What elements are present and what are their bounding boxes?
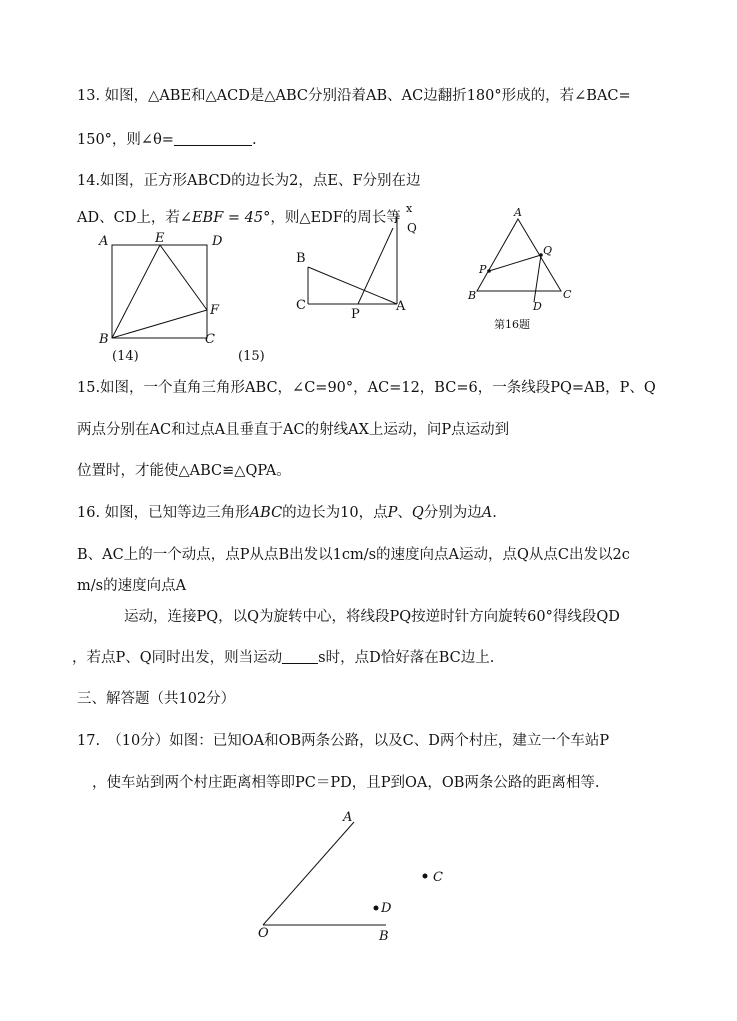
fig14-label-b: B [99, 332, 109, 347]
q13-line2-end: . [251, 132, 257, 148]
q14-angle-expr: ∠EBF = 45° [179, 210, 271, 226]
road-oa [263, 822, 354, 925]
fig16-label-a: A [514, 206, 522, 219]
fig15-caption: (15) [238, 349, 265, 364]
q15-line3: 位置时，才能使△ABC≌△QPA。 [77, 463, 291, 479]
q14-line1: 14.如图，正方形ABCD的边长为2，点E、F分别在边 [77, 173, 421, 189]
fig16-label-p: P [479, 263, 487, 276]
fig16-label-d: D [533, 300, 542, 313]
fig15-label-c: C [296, 298, 306, 313]
q13-line2-text: 150°，则∠θ= [77, 132, 174, 148]
fig15-label-x: x [406, 202, 413, 215]
fig15-label-a: A [396, 299, 406, 314]
q16-line1-e: 、 [397, 505, 412, 521]
fig17-label-o: O [258, 926, 269, 941]
fig14-label-d: D [212, 234, 223, 249]
fig14-caption: (14) [112, 349, 139, 364]
fig16-label-b: B [468, 289, 477, 302]
village-c-dot [423, 874, 428, 879]
fig17-label-d: D [381, 901, 392, 916]
q15-line1: 15.如图，一个直角三角形ABC，∠C=90°，AC=12，BC=6，一条线段PQ=AB，P、Q [77, 380, 656, 396]
q16-line1-f: Q [411, 505, 424, 521]
fig17-label-b: B [379, 929, 389, 944]
q16-line4: 运动，连接PQ，以Q为旋转中心，将线段PQ按逆时针方向旋转60°得线段QD [124, 609, 620, 625]
q16-line3: m/s的速度向点A [77, 578, 187, 594]
fig16-label-c: C [563, 288, 572, 301]
q16-line5-b: s时，点D恰好落在BC边上. [318, 650, 495, 666]
q16-line2: B、AC上的一个动点，点P从点B出发以1cm/s的速度向点A运动，点Q从点C出发以2c [77, 547, 630, 563]
fig17-label-c: C [433, 870, 443, 885]
q16-line1-a: 16. 如图，已知等边三角形 [77, 505, 250, 521]
fig14-label-f: F [210, 303, 220, 318]
fig14-label-e: E [155, 231, 165, 246]
fig14-label-c: C [205, 332, 215, 347]
fig15-label-p: P [351, 307, 360, 322]
q16-line1-i: . [492, 505, 497, 521]
fig17-label-a: A [343, 810, 353, 825]
fig16-label-q: Q [543, 244, 553, 257]
q16-line5-a: ，若点P、Q同时出发，则当运动 [72, 650, 283, 666]
q13-line1: 13. 如图，△ABE和△ACD是△ABC分别沿着AB、AC边翻折180°形成的，若∠BAC= [77, 88, 631, 104]
fig15-label-b: B [296, 251, 306, 266]
q16-line1-g: 分别为边 [423, 505, 482, 521]
q14-line2-text: AD、CD上，若 [77, 210, 180, 226]
fig16-caption: 第16题 [494, 318, 530, 331]
q16-line1-b: ABC [249, 505, 283, 521]
q15-line2: 两点分别在AC和过点A且垂直于AC的射线AX上运动，问P点运动到 [77, 422, 510, 438]
q14-line2-end: ，则△EDF的周长等 [270, 210, 401, 226]
q16-line1-c: 的边长为10，点 [282, 505, 388, 521]
fig15-label-q: Q [407, 221, 417, 235]
section-3-title: 三、解答题（共102分） [77, 691, 236, 707]
q17-line2: ，使车站到两个村庄距离相等即PC＝PD，且P到OA，OB两条公路的距离相等. [92, 775, 600, 791]
village-d-dot [374, 906, 379, 911]
q17-line1: 17. （10分）如图：已知OA和OB两条公路，以及C、D两个村庄，建立一个车站P [77, 733, 610, 749]
fig14-label-a: A [99, 234, 109, 249]
q16-line1-h: A [481, 505, 493, 521]
q16-line1-d: P [387, 505, 398, 521]
